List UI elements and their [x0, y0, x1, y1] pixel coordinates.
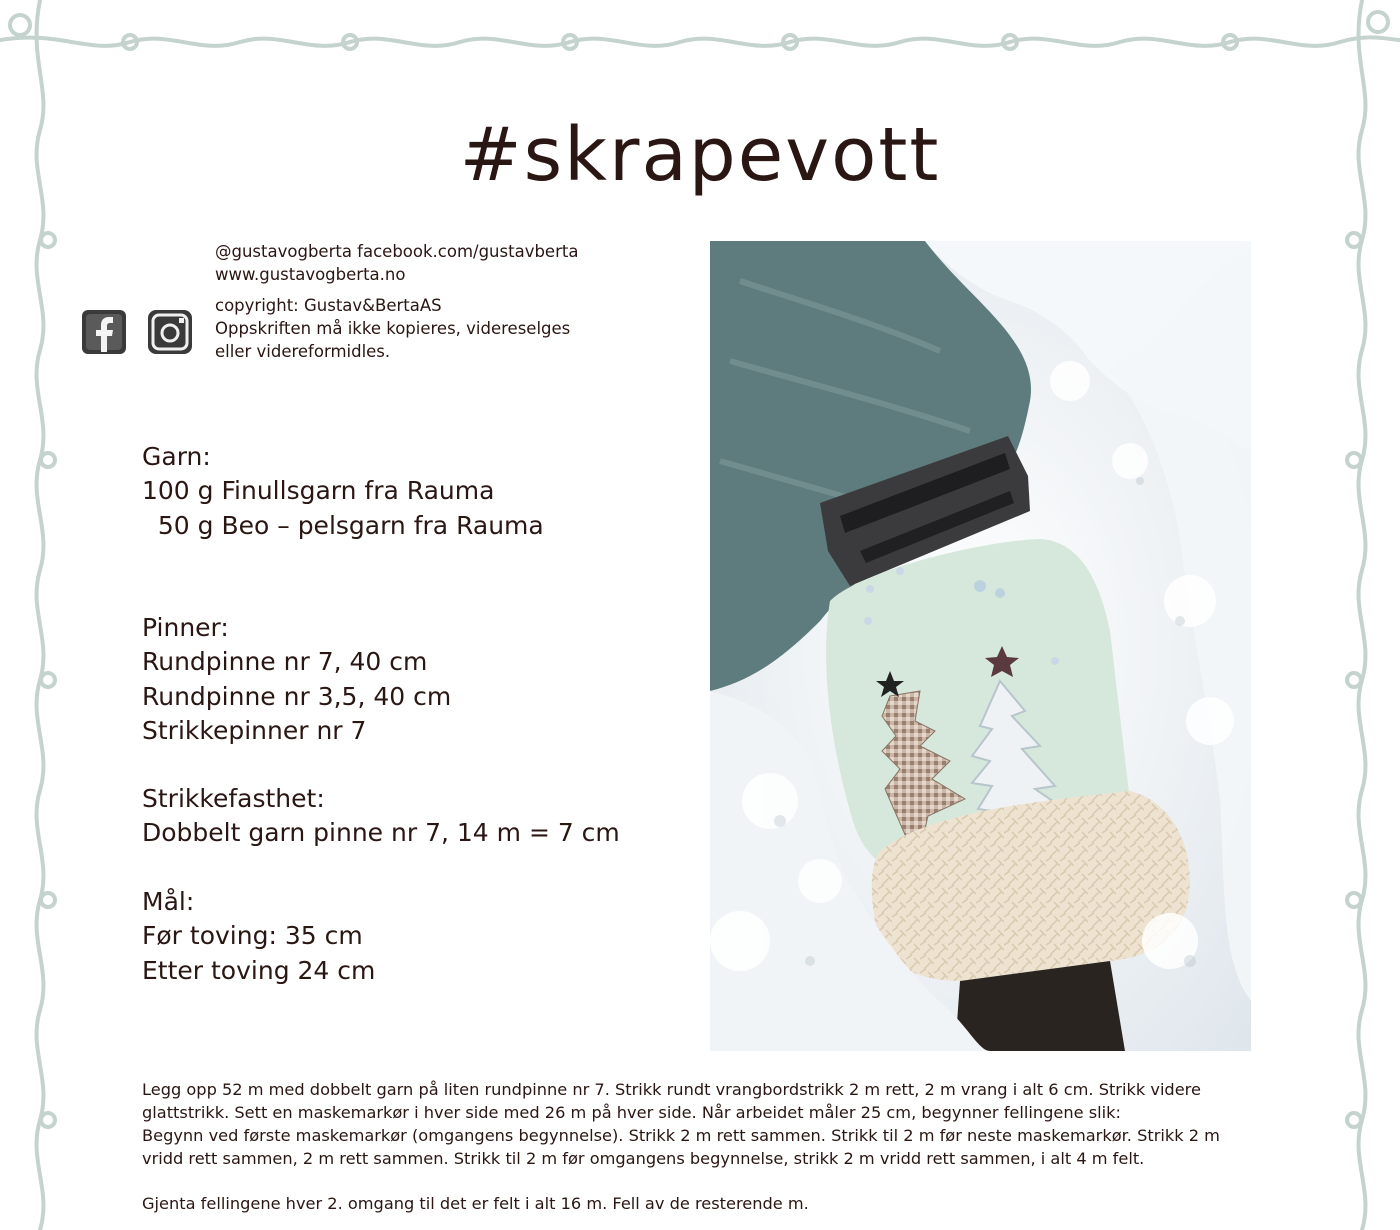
contact-social: @gustavogberta facebook.com/gustavberta	[215, 242, 579, 261]
instagram-icon[interactable]	[146, 308, 194, 356]
needles-line: Rundpinne nr 3,5, 40 cm	[142, 681, 452, 711]
contact-website: www.gustavogberta.no	[215, 265, 406, 284]
product-photo	[710, 241, 1251, 1051]
copyright-notice: Oppskriften må ikke kopieres, videreselges	[215, 319, 571, 338]
copyright-notice-cont: eller videreformidles.	[215, 342, 391, 361]
gauge-heading: Strikkefasthet:	[142, 784, 325, 813]
mitten-scraper-illustration	[710, 241, 1251, 1051]
needles-heading: Pinner:	[142, 613, 229, 642]
social-icons	[80, 308, 194, 356]
instruction-line: glattstrikk. Sett en maskemarkør i hver side med 26 m på hver side. Når arbeidet måler 25 cm, begynner fellingene slik:	[142, 1103, 1121, 1122]
yarn-section	[142, 440, 544, 543]
instruction-line: vridd rett sammen, 2 m rett sammen. Strikk til 2 m før omgangens begynnelse, strikk 2 m vridd rett sammen, i alt 4 m felt.	[142, 1149, 1145, 1168]
measurements-line: Før toving: 35 cm	[142, 921, 363, 951]
needles-line: Rundpinne nr 7, 40 cm	[142, 647, 428, 677]
measurements-section	[142, 885, 375, 988]
contact-info	[215, 240, 578, 363]
instructions	[142, 1078, 1257, 1215]
gauge-section	[142, 782, 620, 851]
page-title: #skrapevott	[459, 112, 941, 198]
yarn-heading: Garn:	[142, 442, 211, 471]
instruction-line: Legg opp 52 m med dobbelt garn på liten rundpinne nr 7. Strikk rundt vrangbordstrikk 2 m rett, 2 m vrang i alt 6 cm. Strikk videre	[142, 1080, 1201, 1099]
copyright-line: copyright: Gustav&BertaAS	[215, 296, 442, 315]
measurements-heading: Mål:	[142, 887, 195, 916]
instruction-final: Gjenta fellingene hver 2. omgang til det er felt i alt 16 m. Fell av de resterende m.	[142, 1194, 809, 1213]
facebook-icon[interactable]	[80, 308, 128, 356]
gauge-line: Dobbelt garn pinne nr 7, 14 m = 7 cm	[142, 818, 620, 848]
instruction-line: Begynn ved første maskemarkør (omgangens begynnelse). Strikk 2 m rett sammen. Strikk til 2 m før neste maskemarkør. Strikk 2 m	[142, 1126, 1220, 1145]
measurements-line: Etter toving 24 cm	[142, 955, 376, 985]
needles-line: Strikkepinner nr 7	[142, 715, 367, 745]
yarn-line: 100 g Finullsgarn fra Rauma	[142, 476, 495, 506]
needles-section	[142, 611, 451, 748]
yarn-line: 50 g Beo – pelsgarn fra Rauma	[142, 510, 544, 540]
